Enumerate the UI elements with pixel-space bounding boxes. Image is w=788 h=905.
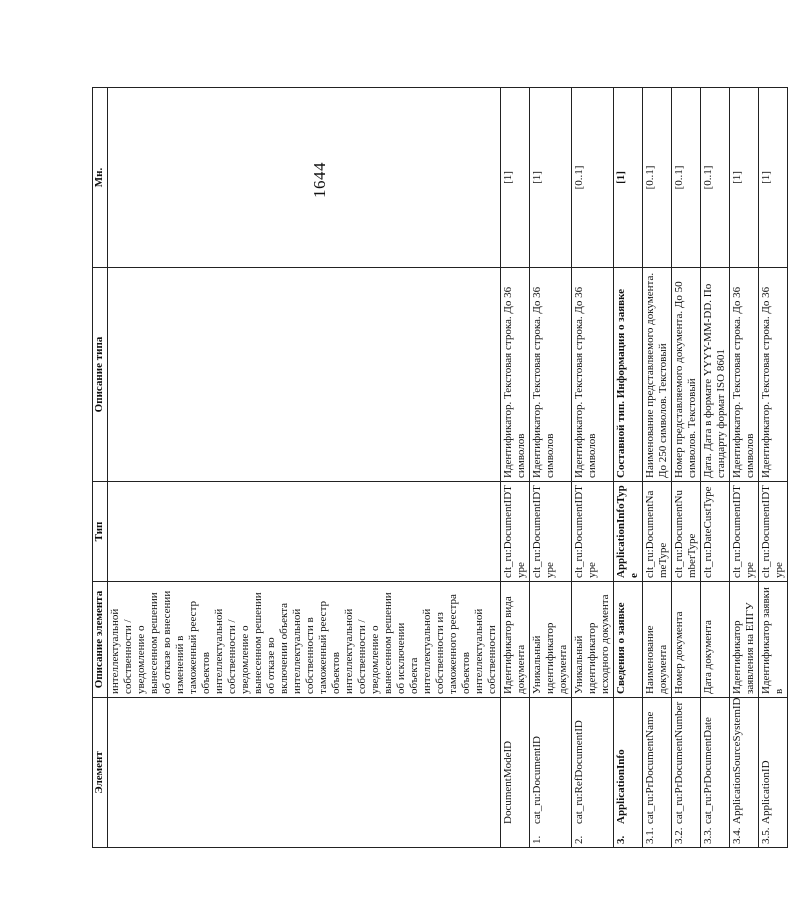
cell-mult: [0..1] <box>672 88 701 268</box>
cell-element <box>530 698 572 848</box>
cell-type-desc: Идентификатор. Текстовая строка. До 36 символов <box>501 268 530 482</box>
cell-element-desc: Идентификатор вида документа <box>501 582 530 698</box>
row-number: 3. <box>615 835 627 844</box>
table-row <box>701 88 730 848</box>
cell-mult: [1] <box>530 88 572 268</box>
table-row <box>730 88 759 848</box>
row-number: 3.1. <box>644 827 656 844</box>
cell-type-desc: Идентификатор. Текстовая строка. До 36 <box>759 268 788 482</box>
header-mult: Мн. <box>93 88 108 268</box>
cell-element-desc: Наименование документа <box>643 582 672 698</box>
row-number: 3.2. <box>673 827 685 844</box>
cell-element <box>759 698 788 848</box>
element-name: cat_ru:PrDocumentNumber <box>673 701 685 824</box>
cell-type-desc: Идентификатор. Текстовая строка. До 36 символов <box>530 268 572 482</box>
cell-mult: [1] <box>501 88 530 268</box>
header-type: Тип <box>93 482 108 582</box>
table-row <box>614 88 643 848</box>
cell-type-desc: Наименование представляемого документа. До 250 символов. Текстовый <box>643 268 672 482</box>
cell-type-desc: Идентификатор. Текстовая строка. До 36 символов <box>572 268 614 482</box>
element-name: DocumentModeID <box>502 740 514 824</box>
header-element-desc: Описание элемента <box>93 582 108 698</box>
cell-type <box>108 482 501 582</box>
cell-type-desc <box>108 268 501 482</box>
cell-type: clt_ru:DocumentIDType <box>530 482 572 582</box>
table-row <box>759 88 788 848</box>
cell-element <box>730 698 759 848</box>
element-name: cat_ru:RefDocumentID <box>573 720 585 824</box>
cell-element <box>108 698 501 848</box>
cell-element <box>672 698 701 848</box>
elements-table <box>92 87 788 848</box>
cell-mult: [1] <box>614 88 643 268</box>
cell-element-desc: Номер документа <box>672 582 701 698</box>
cell-element <box>643 698 672 848</box>
cell-mult: [1] <box>759 88 788 268</box>
cell-type: clt_ru:DateCustType <box>701 482 730 582</box>
table-row <box>572 88 614 848</box>
cell-element-desc: интеллектуальной собственности / уведомление о вынесенном решении об отказе во внесении изменений в таможенный реестр объектов интеллектуальной собственности / уведомление о вынесенном решении об отказе во включении объекта интеллектуальной собственности в таможенный реестр объектов интеллектуальной собственности / уведомление о вынесенном решении об исключении объекта интеллектуальной собственности из таможенного реестра объектов интеллектуальной собственности <box>108 582 501 698</box>
table-header-row <box>93 88 108 848</box>
table-row <box>108 88 501 848</box>
table-row <box>643 88 672 848</box>
cell-element-desc: Дата документа <box>701 582 730 698</box>
element-name: ApplicationID <box>760 760 772 824</box>
cell-mult <box>108 88 501 268</box>
cell-type: clt_ru:DocumentNumberType <box>672 482 701 582</box>
cell-element-desc: Сведения о заявке <box>614 582 643 698</box>
table-row <box>501 88 530 848</box>
cell-mult: [0..1] <box>701 88 730 268</box>
cell-element-desc: Уникальный идентификатор документа <box>530 582 572 698</box>
element-name: cat_ru:PrDocumentName <box>644 711 656 824</box>
header-element: Элемент <box>93 698 108 848</box>
cell-element-desc: Идентификатор заявления на ЕПГУ <box>730 582 759 698</box>
cell-mult: [0..1] <box>643 88 672 268</box>
cell-element-desc: Идентификатор заявки в <box>759 582 788 698</box>
cell-type: clt_ru:DocumentIDType <box>730 482 759 582</box>
row-number: 3.4. <box>731 827 743 844</box>
page-number-text: 1644 <box>310 162 329 198</box>
row-number: 3.5. <box>760 827 772 844</box>
cell-type-desc: Номер представляемого документа. До 50 символов. Текстовый <box>672 268 701 482</box>
cell-element-desc: Уникальный идентификатор исходного документа <box>572 582 614 698</box>
row-number <box>502 824 515 844</box>
cell-element <box>614 698 643 848</box>
cell-type-desc: Идентификатор. Текстовая строка. До 36 символов <box>730 268 759 482</box>
cell-type: ApplicationInfoType <box>614 482 643 582</box>
header-type-desc: Описание типа <box>93 268 108 482</box>
cell-type: clt_ru:DocumentNameType <box>643 482 672 582</box>
cell-element <box>701 698 730 848</box>
row-number: 1. <box>531 835 543 844</box>
cell-type: clt_ru:DocumentIDType <box>572 482 614 582</box>
table-row <box>672 88 701 848</box>
row-number: 3.3. <box>702 827 714 844</box>
cell-mult: [0..1] <box>572 88 614 268</box>
cell-element <box>501 698 530 848</box>
cell-element <box>572 698 614 848</box>
cell-type: clt_ru:DocumentIDType <box>759 482 788 582</box>
cell-type: clt_ru:DocumentIDType <box>501 482 530 582</box>
element-name: cat_ru:DocumentID <box>531 736 543 824</box>
cell-type-desc: Дата. Дата в формате YYYY-MM-DD. По стандарту формат ISO 8601 <box>701 268 730 482</box>
element-name: ApplicationSourceSystemID <box>731 697 743 824</box>
element-name: ApplicationInfo <box>615 749 627 824</box>
cell-mult: [1] <box>730 88 759 268</box>
element-name: cat_ru:PrDocumentDate <box>702 717 714 824</box>
cell-type-desc: Составной тип. Информация о заявке <box>614 268 643 482</box>
table-row <box>530 88 572 848</box>
rotated-table-wrapper <box>92 88 785 848</box>
table-body <box>108 88 788 848</box>
row-number: 2. <box>573 835 585 844</box>
